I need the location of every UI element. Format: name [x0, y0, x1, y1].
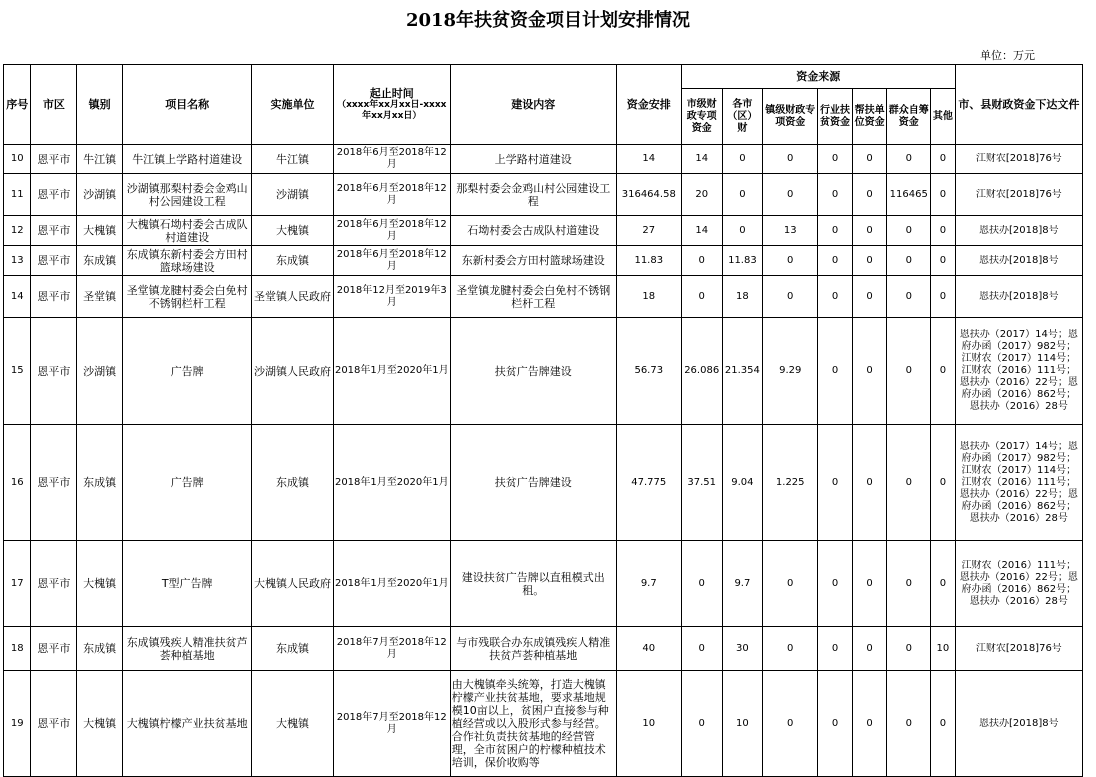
row-source-value: 0	[763, 246, 818, 276]
row-source-value: 0	[852, 246, 887, 276]
row-source-value: 0	[931, 246, 956, 276]
row-doc-text: 恩扶办[2018]8号	[979, 290, 1059, 302]
row-period: 2018年6月至2018年12月	[333, 216, 450, 246]
row-unit: 大槐镇人民政府	[252, 541, 333, 627]
row-source-value: 9.29	[763, 318, 818, 425]
row-city: 恩平市	[31, 318, 77, 425]
row-source-value: 11.83	[722, 246, 763, 276]
header-period	[333, 65, 450, 145]
row-content: 东新村委会方田村篮球场建设	[450, 246, 616, 276]
row-source-value: 0	[818, 425, 853, 541]
row-project: T型广告牌	[123, 541, 252, 627]
row-unit: 大槐镇	[252, 671, 333, 777]
row-source-value: 0	[818, 541, 853, 627]
row-source-value: 0	[722, 174, 763, 216]
row-source-value: 0	[818, 276, 853, 318]
row-source-value: 0	[852, 671, 887, 777]
row-source-value: 0	[818, 671, 853, 777]
row-source-value: 0	[763, 671, 818, 777]
row-town: 沙湖镇	[77, 318, 123, 425]
row-doc-text: 江财农（2016）111号；恩扶办（2016）22号；恩府办函（2016）862号；恩扶办（2016）28号	[959, 559, 1078, 607]
row-funds: 27	[616, 216, 681, 246]
row-town: 沙湖镇	[77, 174, 123, 216]
row-seq: 14	[4, 276, 31, 318]
row-source-value: 9.7	[722, 541, 763, 627]
row-source-value: 0	[887, 216, 931, 246]
row-source-value: 9.04	[722, 425, 763, 541]
row-seq: 12	[4, 216, 31, 246]
row-doc	[955, 145, 1082, 174]
row-town: 圣堂镇	[77, 276, 123, 318]
row-source-value: 21.354	[722, 318, 763, 425]
table-row	[4, 425, 1083, 541]
row-funds: 14	[616, 145, 681, 174]
row-content: 那梨村委会金鸡山村公园建设工程	[450, 174, 616, 216]
row-source-value: 0	[722, 216, 763, 246]
row-project: 东成镇残疾人精准扶贫芦荟种植基地	[123, 627, 252, 671]
table-row	[4, 216, 1083, 246]
row-source-value: 0	[681, 671, 722, 777]
row-town: 大槐镇	[77, 541, 123, 627]
row-seq: 10	[4, 145, 31, 174]
row-source-value: 13	[763, 216, 818, 246]
header-source-col: 行业扶贫资金	[818, 89, 853, 145]
row-city: 恩平市	[31, 541, 77, 627]
row-content: 上学路村道建设	[450, 145, 616, 174]
row-period: 2018年7月至2018年12月	[333, 627, 450, 671]
row-source-value: 37.51	[681, 425, 722, 541]
row-source-value: 30	[722, 627, 763, 671]
row-source-value: 0	[931, 216, 956, 246]
row-town: 东成镇	[77, 627, 123, 671]
row-source-value: 0	[852, 174, 887, 216]
row-source-value: 0	[887, 627, 931, 671]
row-source-value: 0	[818, 145, 853, 174]
row-funds: 10	[616, 671, 681, 777]
row-town: 大槐镇	[77, 671, 123, 777]
row-seq: 11	[4, 174, 31, 216]
row-seq: 19	[4, 671, 31, 777]
row-project: 广告牌	[123, 425, 252, 541]
row-period: 2018年1月至2020年1月	[333, 541, 450, 627]
header-funds: 资金安排	[616, 65, 681, 145]
table-row	[4, 318, 1083, 425]
row-seq: 15	[4, 318, 31, 425]
row-source-value: 0	[931, 541, 956, 627]
row-project: 牛江镇上学路村道建设	[123, 145, 252, 174]
header-content: 建设内容	[450, 65, 616, 145]
row-funds: 56.73	[616, 318, 681, 425]
row-city: 恩平市	[31, 216, 77, 246]
table-row	[4, 276, 1083, 318]
row-doc-text: 恩扶办（2017）14号；恩府办函（2017）982号；江财农（2017）114号；江财农（2016）111号；恩扶办（2016）22号；恩府办函（2016）862号；恩扶办（2016）28号	[959, 440, 1078, 524]
row-source-value: 0	[887, 318, 931, 425]
table-row	[4, 145, 1083, 174]
row-period: 2018年7月至2018年12月	[333, 671, 450, 777]
row-unit: 东成镇	[252, 425, 333, 541]
row-project: 大槐镇石坳村委会古成队村道建设	[123, 216, 252, 246]
row-source-value: 0	[887, 276, 931, 318]
row-unit: 东成镇	[252, 627, 333, 671]
header-unit: 实施单位	[252, 65, 333, 145]
row-content: 扶贫广告牌建设	[450, 425, 616, 541]
row-doc	[955, 318, 1082, 425]
row-doc-text: 恩扶办[2018]8号	[979, 254, 1059, 266]
row-doc-text: 恩扶办[2018]8号	[979, 717, 1059, 729]
row-source-value: 0	[681, 627, 722, 671]
unit-label: 单位：万元	[980, 49, 1035, 62]
row-seq: 18	[4, 627, 31, 671]
row-source-value: 26.086	[681, 318, 722, 425]
row-doc	[955, 174, 1082, 216]
table-body	[4, 145, 1083, 777]
row-source-value: 0	[887, 671, 931, 777]
row-funds: 47.775	[616, 425, 681, 541]
table-row	[4, 174, 1083, 216]
row-source-value: 0	[763, 541, 818, 627]
row-period: 2018年1月至2020年1月	[333, 425, 450, 541]
row-source-value: 0	[852, 425, 887, 541]
row-unit: 东成镇	[252, 246, 333, 276]
row-content: 扶贫广告牌建设	[450, 318, 616, 425]
row-city: 恩平市	[31, 145, 77, 174]
row-source-value: 0	[818, 627, 853, 671]
header-source-col: 市级财政专项资金	[681, 89, 722, 145]
header-source: 资金来源	[681, 65, 955, 89]
row-period: 2018年12月至2019年3月	[333, 276, 450, 318]
row-period: 2018年6月至2018年12月	[333, 145, 450, 174]
row-source-value: 14	[681, 216, 722, 246]
row-doc-text: 江财农[2018]76号	[975, 642, 1062, 654]
row-source-value: 20	[681, 174, 722, 216]
row-source-value: 0	[931, 276, 956, 318]
row-source-value: 0	[852, 276, 887, 318]
row-city: 恩平市	[31, 425, 77, 541]
header-source-col: 其他	[931, 89, 956, 145]
row-town: 东成镇	[77, 246, 123, 276]
row-source-value: 0	[722, 145, 763, 174]
row-source-value: 14	[681, 145, 722, 174]
header-source-col: 群众自筹资金	[887, 89, 931, 145]
row-source-value: 0	[931, 671, 956, 777]
row-source-value: 0	[763, 174, 818, 216]
row-content: 建设扶贫广告牌以直租模式出租。	[450, 541, 616, 627]
row-source-value: 0	[852, 145, 887, 174]
row-period: 2018年1月至2020年1月	[333, 318, 450, 425]
header-period-label: 起止时间	[369, 87, 414, 100]
row-seq: 16	[4, 425, 31, 541]
row-doc	[955, 246, 1082, 276]
row-source-value: 0	[931, 145, 956, 174]
row-source-value: 116465	[887, 174, 931, 216]
row-source-value: 0	[931, 425, 956, 541]
row-doc	[955, 541, 1082, 627]
header-source-col: 镇级财政专项资金	[763, 89, 818, 145]
row-source-value: 0	[887, 246, 931, 276]
header-source-col: 各市（区）财	[722, 89, 763, 145]
row-doc	[955, 627, 1082, 671]
row-city: 恩平市	[31, 276, 77, 318]
row-unit: 沙湖镇人民政府	[252, 318, 333, 425]
row-funds: 9.7	[616, 541, 681, 627]
row-doc	[955, 425, 1082, 541]
row-doc	[955, 216, 1082, 246]
row-doc-text: 江财农[2018]76号	[975, 153, 1062, 164]
header-project: 项目名称	[123, 65, 252, 145]
row-project: 沙湖镇那梨村委会金鸡山村公园建设工程	[123, 174, 252, 216]
row-content: 石坳村委会古成队村道建设	[450, 216, 616, 246]
row-source-value: 0	[852, 541, 887, 627]
row-source-value: 0	[852, 627, 887, 671]
row-doc	[955, 671, 1082, 777]
header-doc: 市、县财政资金下达文件	[955, 65, 1082, 145]
row-source-value: 0	[763, 276, 818, 318]
header-seq: 序号	[4, 65, 31, 145]
row-doc-text: 恩扶办（2017）14号；恩府办函（2017）982号；江财农（2017）114号；江财农（2016）111号；恩扶办（2016）22号；恩府办函（2016）862号；恩扶办（2016）28号	[959, 329, 1078, 412]
row-source-value: 0	[763, 145, 818, 174]
row-source-value: 0	[887, 541, 931, 627]
row-unit: 沙湖镇	[252, 174, 333, 216]
row-source-value: 0	[818, 246, 853, 276]
row-town: 牛江镇	[77, 145, 123, 174]
row-source-value: 0	[681, 541, 722, 627]
row-source-value: 0	[887, 145, 931, 174]
row-content: 圣堂镇龙腱村委会白免村不锈钢栏杆工程	[450, 276, 616, 318]
row-city: 恩平市	[31, 671, 77, 777]
page-title: 2018年扶贫资金项目计划安排情况	[405, 10, 691, 31]
row-source-value: 0	[681, 276, 722, 318]
row-city: 恩平市	[31, 627, 77, 671]
row-funds: 316464.58	[616, 174, 681, 216]
table-row	[4, 541, 1083, 627]
row-source-value: 1.225	[763, 425, 818, 541]
table-row	[4, 246, 1083, 276]
row-source-value: 10	[931, 627, 956, 671]
row-seq: 13	[4, 246, 31, 276]
row-unit: 大槐镇	[252, 216, 333, 246]
row-source-value: 0	[852, 216, 887, 246]
row-source-value: 0	[818, 318, 853, 425]
row-source-value: 0	[763, 627, 818, 671]
row-unit: 圣堂镇人民政府	[252, 276, 333, 318]
row-source-value: 0	[931, 318, 956, 425]
header-source-col: 帮扶单位资金	[852, 89, 887, 145]
row-source-value: 0	[818, 174, 853, 216]
header-period-format: （xxxx年xx月xx日-xxxx年xx月xx日）	[337, 100, 447, 121]
row-project: 东成镇东新村委会方田村篮球场建设	[123, 246, 252, 276]
row-source-value: 10	[722, 671, 763, 777]
row-source-value: 0	[887, 425, 931, 541]
row-funds: 18	[616, 276, 681, 318]
row-content: 由大槐镇牵头统筹，打造大槐镇柠檬产业扶贫基地，要求基地规模10亩以上，贫困户直接参与种植经营或以入股形式参与经营。合作社负责扶贫基地的经营管理，全市贫困户的柠檬种植技术培训，保价收购等	[450, 671, 616, 777]
header-city: 市区	[31, 65, 77, 145]
row-project: 广告牌	[123, 318, 252, 425]
row-content: 与市残联合办东成镇残疾人精准扶贫芦荟种植基地	[450, 627, 616, 671]
row-town: 大槐镇	[77, 216, 123, 246]
row-source-value: 0	[681, 246, 722, 276]
row-source-value: 0	[818, 216, 853, 246]
row-period: 2018年6月至2018年12月	[333, 174, 450, 216]
row-doc	[955, 276, 1082, 318]
funding-table	[3, 64, 1083, 777]
row-period: 2018年6月至2018年12月	[333, 246, 450, 276]
row-town: 东成镇	[77, 425, 123, 541]
row-seq: 17	[4, 541, 31, 627]
row-source-value: 0	[931, 174, 956, 216]
row-city: 恩平市	[31, 174, 77, 216]
header-town: 镇别	[77, 65, 123, 145]
row-funds: 11.83	[616, 246, 681, 276]
row-doc-text: 江财农[2018]76号	[975, 188, 1062, 200]
row-doc-text: 恩扶办[2018]8号	[979, 224, 1059, 236]
row-unit: 牛江镇	[252, 145, 333, 174]
row-source-value: 0	[852, 318, 887, 425]
table-row	[4, 627, 1083, 671]
row-city: 恩平市	[31, 246, 77, 276]
row-project: 大槐镇柠檬产业扶贫基地	[123, 671, 252, 777]
row-source-value: 18	[722, 276, 763, 318]
row-project: 圣堂镇龙腱村委会白免村不锈钢栏杆工程	[123, 276, 252, 318]
table-row	[4, 671, 1083, 777]
row-funds: 40	[616, 627, 681, 671]
